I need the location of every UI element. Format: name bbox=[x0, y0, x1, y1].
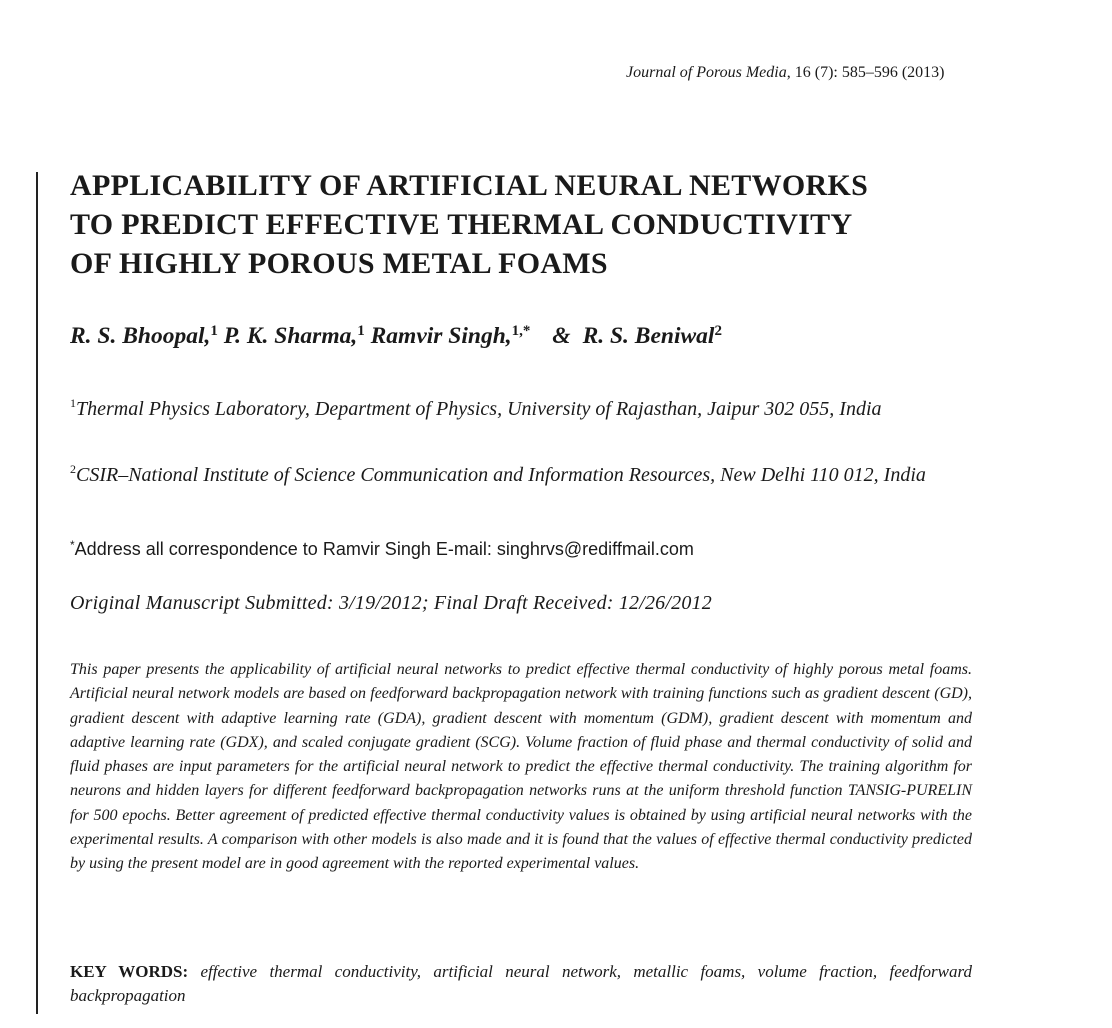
author-name: R. S. Beniwal bbox=[582, 323, 715, 349]
paper-title bbox=[70, 166, 972, 283]
journal-name: Journal of Porous Media bbox=[626, 64, 787, 81]
title-line-1: APPLICABILITY OF ARTIFICIAL NEURAL NETWORKS bbox=[70, 169, 869, 202]
keywords-label: KEY WORDS: bbox=[70, 962, 189, 981]
affiliation-text: CSIR–National Institute of Science Communication and Information Resources, New Delhi 110 012, India bbox=[76, 464, 926, 486]
affiliation-2 bbox=[70, 462, 972, 488]
journal-citation bbox=[626, 64, 1006, 82]
correspondence-text: Address all correspondence to Ramvir Singh E-mail: singhrvs@rediffmail.com bbox=[74, 539, 694, 559]
author-name: Ramvir Singh, bbox=[370, 323, 512, 349]
title-line-3: OF HIGHLY POROUS METAL FOAMS bbox=[70, 247, 608, 280]
author-affil-marker: 1 bbox=[357, 323, 365, 339]
author-name: P. K. Sharma, bbox=[223, 323, 358, 349]
abstract: This paper presents the applicability of artificial neural networks to predict effective thermal conductivity of highly porous metal foams. Artificial neural network models are based on feedforward backpropagation network with training functions such as gradient descent (GD), gradient descent with adaptive learning rate (GDA), gradient descent with momentum (GDM), gradient descent with momentum and adaptive learning rate (GDX), and scaled conjugate gradient (SCG). Volume fraction of fluid phase and thermal conductivity of solid and fluid phases are input parameters for the artificial neural network to predict the effective thermal conductivity. The training algorithm for neurons and hidden layers for different feedforward backpropagation networks runs at the uniform threshold function TANSIG-PURELIN for 500 epochs. Better agreement of predicted effective thermal conductivity values is obtained by using artificial neural networks with the experimental results. A comparison with other models is also made and it is found that the values of effective thermal conductivity predicted by using the present model are in good agreement with the reported experimental values. bbox=[70, 661, 972, 873]
author-affil-marker: 2 bbox=[714, 323, 722, 339]
correspondence-marker: * bbox=[70, 538, 75, 552]
author-separator: & bbox=[552, 323, 571, 349]
author-affil-marker: 1,* bbox=[511, 323, 531, 339]
margin-rule bbox=[36, 172, 38, 1014]
author-name: R. S. Bhoopal, bbox=[70, 323, 211, 349]
affiliation-marker: 2 bbox=[70, 462, 76, 476]
manuscript-dates: Original Manuscript Submitted: 3/19/2012; Final Draft Received: 12/26/2012 bbox=[70, 592, 712, 614]
correspondence-note bbox=[70, 539, 972, 560]
journal-volume-pages: , 16 (7): 585–596 (2013) bbox=[786, 64, 945, 81]
author-affil-marker: 1 bbox=[210, 323, 218, 339]
keywords-text: effective thermal conductivity, artificial neural network, metallic foams, volume fraction, feedforward backpropagation bbox=[70, 962, 972, 1005]
affiliation-marker: 1 bbox=[70, 396, 76, 410]
keywords bbox=[70, 960, 972, 1008]
affiliation-1 bbox=[70, 396, 972, 422]
author-list bbox=[70, 323, 972, 350]
affiliation-text: Thermal Physics Laboratory, Department of Physics, University of Rajasthan, Jaipur 302 055, India bbox=[76, 398, 882, 420]
title-line-2: TO PREDICT EFFECTIVE THERMAL CONDUCTIVITY bbox=[70, 208, 853, 241]
